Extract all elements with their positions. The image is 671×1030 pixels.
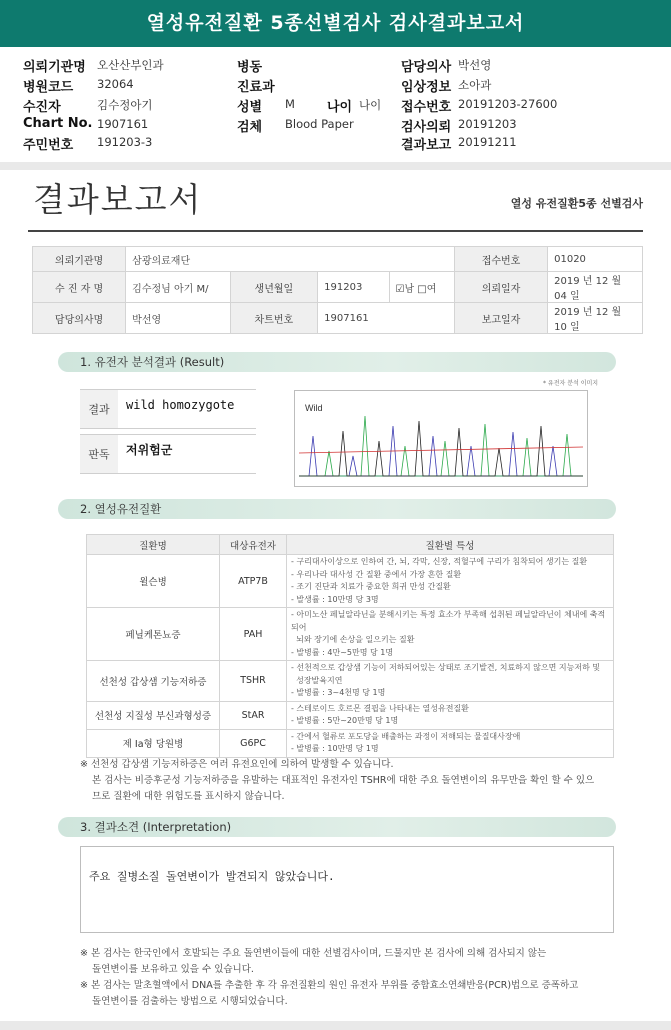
rrn-value: 191203-3 [97,135,153,149]
doctor-label: 담당의사 [401,60,452,75]
section1-header [58,352,616,372]
section3-title: 3. 결과소견 (Interpretation) [80,820,232,834]
pt-doctor-label: 담당의사명 [33,303,126,334]
report-title: 결과보고서 [33,180,203,219]
gene-name: PAH [220,608,287,661]
ward-label: 병동 [237,60,263,75]
section1-title: 1. 유전자 분석결과 (Result) [80,355,225,369]
patient-table [32,246,643,334]
result-label: 결과 [80,390,118,429]
receipt-label: 접수번호 [401,100,452,115]
tshr-note [80,757,594,805]
feature-line: - 스테로이드 호르몬 결핍을 나타내는 열성유전질환 [291,703,469,713]
feature-line: - 발생률 : 10만명 당 3명 [291,594,379,604]
hospcode-value: 32064 [97,77,134,91]
verdict-label: 판독 [80,435,118,474]
specimen-label: 검체 [237,120,263,135]
disease-name: 선천성 지질성 부신과형성증 [87,701,220,729]
doctor-value: 박선영 [458,58,492,72]
table-row [87,729,614,757]
pt-patient-value: 김수정님 아기 M/ [126,272,230,303]
pt-patient-label: 수 진 자 명 [33,272,126,303]
trace-line [299,421,583,476]
pt-org-label: 의뢰기관명 [33,247,126,272]
feature-line: 성장발육지연 [291,675,343,685]
result-value: wild homozygote [118,390,256,429]
pt-recv-label: 접수번호 [454,247,547,272]
feature-line: - 발병률 : 4만~5만명 당 1명 [291,647,394,657]
feature-line: - 발병률 : 3~4천명 당 1명 [291,688,386,697]
result-table [80,389,256,474]
table-row [87,661,614,702]
note-line: 본 검사는 비증후군성 기능저하증을 유발하는 대표적인 유전자인 TSHR에 대한 주요 돌연변이의 유무만을 확인 할 수 있으 [92,775,595,786]
report-subtitle: 열성 유전질환5종 선별검사 [510,197,643,210]
pt-chart-label: 차트번호 [230,303,318,334]
interpretation-text: 주요 질병소질 돌연변이가 발견되지 않았습니다. [89,870,335,883]
specimen-value: Blood Paper [285,117,354,131]
disease-features [287,661,614,702]
gene-name: TSHR [220,661,287,702]
note-line: 돌연변이를 보유하고 있을 수 있습니다. [92,964,254,975]
receipt-value: 20191203-27600 [458,97,558,111]
footer-notes [80,946,578,1010]
request-value: 20191203 [458,117,517,131]
feature-line: - 선천적으로 갑상샘 기능이 저하되어있는 상태로 조기발견, 치료하지 않으면 지능저하 및 [291,663,601,672]
request-label: 검사의뢰 [401,120,452,135]
title-underline [28,230,643,232]
chart-label: Chart No. [23,116,93,131]
disease-name: 선천성 갑상샘 기능저하증 [87,661,220,702]
pt-org-value: 삼광의료재단 [126,247,455,272]
note-line: ※ 선천성 갑상샘 기능저하증은 여러 유전요인에 의하여 발생할 수 있습니다. [80,759,394,770]
disease-features [287,729,614,757]
pt-dob-value: 191203 [318,272,389,303]
disease-table [86,534,614,758]
table-row [87,608,614,661]
pt-doctor-value: 박선영 [126,303,230,334]
footer-band [0,1021,671,1030]
pt-dob-label: 생년월일 [230,272,318,303]
rrn-label: 주민번호 [23,138,74,153]
note-line: 돌연변이를 검출하는 방법으로 시행되었습니다. [92,996,288,1007]
age-label: 나이 [327,100,353,115]
pt-repdate-label: 보고일자 [454,303,547,334]
disease-features [287,701,614,729]
feature-line: - 발병률 : 10만명 당 1명 [291,744,379,753]
electropherogram-plot [294,390,588,487]
disease-name: 윌슨병 [87,555,220,608]
note-line: ※ 본 검사는 말초혈액에서 DNA를 추출한 후 각 유전질환의 원인 유전자 부위를 중합효소연쇄반응(PCR)법으로 증폭하고 [80,980,579,991]
disease-name: 페닐케톤뇨증 [87,608,220,661]
col-gene: 대상유전자 [220,535,287,555]
interpretation-box [80,846,614,933]
table-row [87,701,614,729]
table-row [87,555,614,608]
plot-wild-label: Wild [305,403,323,413]
clinical-label: 임상정보 [401,80,452,95]
feature-line: - 조기 진단과 치료가 중요한 희귀 만성 간질환 [291,582,451,591]
feature-line: - 우리나라 대사성 간 질환 중에서 가장 흔한 질환 [291,569,462,579]
sex-label: 성별 [237,100,263,115]
patient-value: 김수정아기 [97,98,153,112]
section3-header [58,817,616,837]
pt-reqdate-value: 2019 년 12 월 04 일 [548,272,643,303]
disease-features [287,608,614,661]
disease-features [287,555,614,608]
feature-line: - 아미노산 페닐알라닌을 분해시키는 특정 효소가 부족해 섭취된 페닐알라닌이 체내에 축적되어 [291,610,606,632]
sex-value: M [285,97,295,111]
plot-note: * 유전자 분석 이미지 [543,380,599,387]
org-value: 오산산부인과 [97,58,164,72]
feature-line: 뇌와 장기에 손상을 일으키는 질환 [291,635,415,644]
gene-name: G6PC [220,729,287,757]
feature-line: - 간에서 혈류로 포도당을 배출하는 과정이 저해되는 물질대사장애 [291,731,521,741]
patient-label: 수진자 [23,100,61,115]
pt-chart-value: 1907161 [318,303,455,334]
pt-sex-value: ☑남 □여 [389,272,454,303]
note-line: ※ 본 검사는 한국인에서 호발되는 주요 돌연변이들에 대한 선별검사이며, 드물지만 본 검사에 의해 검사되지 않는 [80,948,547,959]
gene-name: StAR [220,701,287,729]
verdict-value: 저위험군 [118,435,256,474]
trace-svg [295,391,587,486]
disease-name: 제 Ia형 당원병 [87,729,220,757]
pt-repdate-value: 2019 년 12 월 10 일 [548,303,643,334]
gene-name: ATP7B [220,555,287,608]
feature-line: - 발병률 : 5만~20만명 당 1명 [291,716,399,725]
pt-recv-value: 01020 [548,247,643,272]
age-value: 나이 [359,98,382,112]
report-header-title: 열성유전질환 5종선별검사 검사결과보고서 [0,0,671,47]
separator-band [0,162,671,170]
report-label: 결과보고 [401,138,452,153]
dept-label: 진료과 [237,80,275,95]
clinical-value: 소아과 [458,78,492,92]
section2-title: 2. 열성유전질환 [80,502,162,516]
note-line: 므로 질환에 대한 위험도를 표시하지 않습니다. [92,791,285,802]
org-label: 의뢰기관명 [23,60,86,75]
col-features: 질환별 특성 [287,535,614,555]
section2-header [58,499,616,519]
col-disease: 질환명 [87,535,220,555]
hospcode-label: 병원코드 [23,80,74,95]
pt-reqdate-label: 의뢰일자 [454,272,547,303]
feature-line: - 구리대사이상으로 인하여 간, 뇌, 각막, 신장, 적혈구에 구리가 침착되어 생기는 질환 [291,557,588,566]
report-value: 20191211 [458,135,517,149]
chart-value: 1907161 [97,117,149,131]
